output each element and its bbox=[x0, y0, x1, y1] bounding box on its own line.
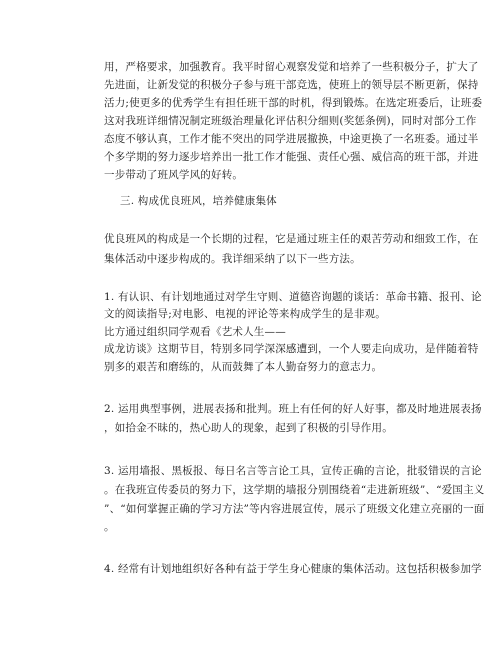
item-4-line-1: 4. 经常有计划地组织好各种有益于学生身心健康的集体活动。这包括积极参加学 bbox=[104, 563, 482, 575]
item-1-line-1: 1. 有认识、有计划地通过对学生守则、道德咨询题的谈话：革命书籍、报刊、论 bbox=[104, 291, 482, 303]
item-3-line-2: 。在我班宣传委员的努力下，这学期的墙报分别围绕着“走进新班级”、“爱国主义 bbox=[104, 484, 485, 496]
paragraph-1-line-3: 活力;使更多的优秀学生有担任班干部的时机，得到锻炼。在选定班委后，让班委 bbox=[104, 97, 483, 109]
paragraph-2-line-1: 优良班风的构成是一个长期的过程，它是通过班主任的艰苦劳动和细致工作，在 bbox=[104, 233, 479, 245]
item-2-line-2: ，如拾金不昧的，热心助人的现象，起到了积极的引导作用。 bbox=[104, 422, 393, 434]
item-3-line-4: 。 bbox=[104, 521, 115, 533]
paragraph-1-line-4: 这对我班详细情况制定班级治理量化评估积分细则(奖惩条例)，同时对部分工作 bbox=[104, 115, 477, 127]
item-3-line-1: 3. 运用墙报、黑板报、每日名言等言论工具，宣传正确的言论，批驳错误的言论 bbox=[104, 465, 482, 477]
paragraph-1-line-6: 个多学期的努力逐步培养出一批工作才能强、责任心强、威信高的班干部，并进 bbox=[104, 151, 479, 163]
item-1-line-4: 成龙访谈》这期节目，特别多同学深深感遭到，一个人要走向成功，是伴随着特 bbox=[104, 343, 479, 355]
item-1-line-3: 比方通过组织同学观看《艺术人生—— bbox=[104, 326, 286, 338]
paragraph-1-line-5: 态度不够认真，工作才能不突出的同学进展撤换，中途更换了一名班委。通过半 bbox=[104, 133, 479, 145]
paragraph-1-line-7: 一步带动了班风学风的好转。 bbox=[104, 169, 244, 181]
paragraph-2-line-2: 集体活动中逐步构成的。我详细采纳了以下一些方法。 bbox=[104, 253, 361, 265]
paragraph-1-line-1: 用，严格要求，加强教育。我平时留心观察发觉和培养了一些积极分子，扩大了 bbox=[104, 61, 479, 73]
paragraph-1-line-2: 先进面，让新发觉的积极分子参与班干部竞选，使班上的领导层不断更新，保持 bbox=[104, 79, 479, 91]
item-3-line-3: ”、“如何掌握正确的学习方法”等内容进展宣传，展示了班级文化建立亮丽的一面 bbox=[104, 503, 485, 515]
item-1-line-2: 文的阅读指导;对电影、电视的评论等来构成学生的是非观。 bbox=[104, 308, 386, 320]
item-2-line-1: 2. 运用典型事例，进展表扬和批判。班上有任何的好人好事，都及时地进展表扬 bbox=[104, 403, 482, 415]
section-heading: 三. 构成优良班风，培养健康集体 bbox=[120, 195, 277, 207]
item-1-line-5: 别多的艰苦和磨练的，从而鼓舞了本人勤奋努力的意志力。 bbox=[104, 361, 383, 373]
